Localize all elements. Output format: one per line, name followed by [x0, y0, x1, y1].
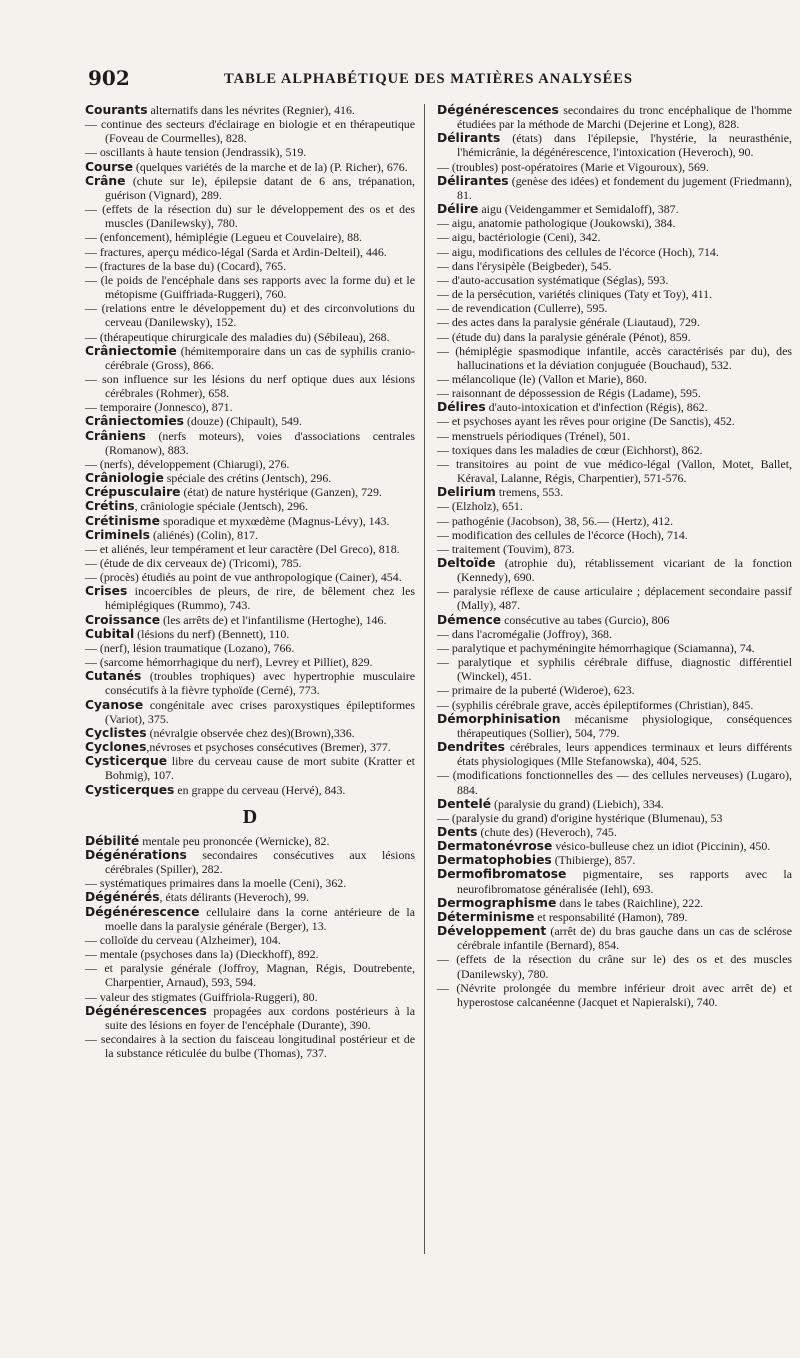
index-entry — [85, 259, 415, 273]
entry-text: (les arrêts de) et l'infantilisme (Hertoghe), 146. — [160, 612, 387, 627]
entry-text: — secondaires à la section du faisceau longitudinal postérieur et de la substance réticulée du bulbe (Thomas), 737. — [85, 1032, 415, 1061]
index-entry — [437, 429, 792, 443]
page-number: 902 — [88, 66, 130, 90]
entry-text: mécanisme physiologique, conséquences thérapeutiques (Sollier), 504, 779. — [457, 711, 792, 740]
index-entry — [437, 273, 792, 287]
entry-keyword: Croissance — [85, 612, 161, 627]
entry-text: — pathogénie (Jacobson), 38, 56.— (Hertz), 412. — [437, 513, 674, 528]
index-entry — [437, 443, 792, 457]
index-entry — [437, 400, 792, 414]
index-entry — [85, 669, 415, 697]
entry-text: — (thérapeutique chirurgicale des maladies du) (Sébileau), 268. — [85, 329, 390, 344]
index-entry — [437, 542, 792, 556]
index-entry — [85, 698, 415, 726]
index-entry — [437, 641, 792, 655]
entry-text: — primaire de la puberté (Wideroe), 623. — [437, 683, 635, 698]
index-entry — [437, 740, 792, 768]
entry-keyword: Dentelé — [437, 796, 492, 811]
index-entry — [437, 202, 792, 216]
entry-text: en grappe du cerveau (Hervé), 843. — [174, 782, 346, 797]
index-entry — [85, 1004, 415, 1032]
entry-text: — (nerfs), développement (Chiarugi), 276. — [85, 456, 290, 471]
entry-text: (troubles trophiques) avec hypertrophie musculaire consécutifs à la fièvre typhoïde (Cerné), 773. — [105, 669, 415, 698]
index-entry — [85, 471, 415, 485]
entry-text: cérébrales, leurs appendices terminaux et leurs différents états physiologiques (Mlle Stefanowska), 404, 525. — [457, 740, 792, 769]
entry-keyword: Crâniologie — [85, 471, 164, 486]
index-entry — [85, 103, 415, 117]
entry-keyword: Cyanose — [85, 697, 144, 712]
entry-keyword: Delirium — [437, 485, 496, 500]
index-entry — [85, 740, 415, 754]
right-column — [437, 103, 792, 1009]
index-entry — [85, 641, 415, 655]
entry-text: — (hémiplégie spasmodique infantile, accès caractérisés par du), des hallucinations et la déviation conjuguée (Bouchaud), 532. — [437, 343, 792, 372]
entry-text: sporadique et myxœdème (Magnus-Lévy), 143. — [159, 513, 390, 528]
entry-text: — (enfoncement), hémiplégie (Legueu et Couvelaire), 88. — [85, 230, 363, 245]
entry-keyword: Crétins — [85, 499, 135, 514]
index-entry — [437, 245, 792, 259]
entry-text: — (paralysie du grand) d'origine hystérique (Blumenau), 53 — [437, 810, 723, 825]
entry-text: ,névroses et psychoses consécutives (Bremer), 377. — [146, 740, 391, 755]
index-entry — [85, 414, 415, 428]
index-entry — [437, 514, 792, 528]
entry-text: (Thibierge), 857. — [551, 853, 636, 868]
index-entry — [85, 301, 415, 329]
index-entry — [85, 542, 415, 556]
entry-text: — (le poids de l'encéphale dans ses rapports avec la forme du) et le métopisme (Guiffriada-Ruggeri), 760. — [85, 272, 415, 302]
index-entry — [85, 273, 415, 301]
index-entry — [85, 400, 415, 414]
index-entry — [85, 613, 415, 627]
entry-text: — (effets de la résection du crâne sur le) des os et des muscles (Danilewsky), 780. — [437, 952, 792, 981]
entry-keyword: Cysticerques — [85, 782, 175, 797]
entry-text: (lésions du nerf) (Bennett), 110. — [134, 626, 290, 641]
index-entry — [85, 876, 415, 890]
entry-text: — (Névrite prolongée du membre inférieur droit avec arrêt de) et hyperostose calcanéenne (Jacquet et Napieralski), 740. — [437, 980, 792, 1009]
entry-text: — colloïde du cerveau (Alzheimer), 104. — [85, 932, 281, 947]
entry-text: — (sarcome hémorrhagique du nerf), Levrey et Pilliet), 829. — [85, 655, 373, 670]
page-header — [88, 66, 800, 94]
entry-keyword: Dégénérescence — [85, 904, 200, 919]
entry-text: — (effets de la résection du) sur le développement des os et des muscles (Danilewsky), 780. — [85, 202, 415, 231]
entry-text: — dans l'érysipèle (Beigbeder), 545. — [437, 258, 612, 273]
entry-text: — valeur des stigmates (Guiffriola-Ruggeri), 80. — [85, 989, 318, 1004]
entry-text: — (modifications fonctionnelles des — des cellules nerveuses) (Lugaro), 884. — [437, 768, 792, 797]
entry-text: (chute des) (Heveroch), 745. — [477, 824, 617, 839]
entry-text: dans le tabes (Raichline), 222. — [556, 895, 704, 910]
entry-keyword: Déterminisme — [437, 909, 535, 924]
index-entries-right — [437, 103, 792, 1009]
entry-text: — continue des secteurs d'éclairage en biologie et en thérapeutique (Foveau de Courmelles), 828. — [85, 117, 415, 146]
entry-text: — aigu, anatomie pathologique (Joukowski), 384. — [437, 216, 676, 231]
index-entry — [85, 947, 415, 961]
entry-text: — raisonnant de dépossession de Régis (Ladame), 595. — [437, 386, 701, 401]
entry-text: — (fractures de la base du) (Cocard), 765. — [85, 258, 287, 273]
entry-text: vésico-bulleuse chez un idiot (Piccinin), 450. — [552, 839, 771, 854]
index-entry — [85, 245, 415, 259]
entry-keyword: Démence — [437, 612, 502, 627]
index-entry — [437, 301, 792, 315]
entry-text: — (relations entre le développement du) et des circonvolutions du cerveau (Danilewsky), 152. — [85, 301, 415, 330]
entry-text: — et aliénés, leur tempérament et leur caractère (Del Greco), 818. — [85, 541, 400, 556]
entry-keyword: Cubital — [85, 626, 135, 641]
entry-text: propagées aux cordons postérieurs à la suite des lésions en foyer de l'encéphale (Durante), 390. — [105, 1003, 415, 1032]
entry-keyword: Débilité — [85, 833, 140, 848]
entry-text: (hémitemporaire dans un cas de syphilis cranio-cérébrale (Gross), 866. — [105, 343, 415, 372]
entry-text: (états) dans l'épilepsie, l'hystérie, la neurasthénie, l'hémicrânie, la dégénérescence, l'intoxication (Heveroch), 90. — [457, 131, 792, 160]
entry-keyword: Dégénérés — [85, 890, 160, 905]
index-entry — [85, 330, 415, 344]
index-entry — [437, 683, 792, 697]
index-entry — [437, 825, 792, 839]
index-entry — [437, 797, 792, 811]
entry-text: spéciale des crétins (Jentsch), 296. — [163, 471, 332, 486]
index-entry — [85, 499, 415, 513]
entry-text: alternatifs dans les névrites (Regnier), 416. — [147, 103, 355, 117]
entry-keyword: Cyclistes — [85, 725, 147, 740]
entry-text: — aigu, bactériologie (Ceni), 342. — [437, 230, 601, 245]
entry-keyword: Crétinisme — [85, 513, 160, 528]
entry-text: , états délirants (Heveroch), 99. — [159, 890, 310, 905]
entry-text: cellulaire dans la corne antérieure de la moelle dans la paralysie générale (Berger), 13. — [105, 904, 415, 933]
entry-text: — oscillants à haute tension (Jendrassik), 519. — [85, 145, 307, 160]
entry-text: — paralytique et syphilis cérébrale diffuse, diagnostic différentiel (Winckel), 451. — [437, 655, 792, 684]
entry-keyword: Dégénérescences — [437, 103, 559, 117]
entry-text: — (procès) étudiés au point de vue anthropologique (Cainer), 454. — [85, 570, 402, 585]
index-entry — [437, 528, 792, 542]
entry-keyword: Course — [85, 159, 133, 174]
index-entry — [437, 839, 792, 853]
entry-keyword: Dermatonévrose — [437, 839, 553, 854]
index-entry — [437, 230, 792, 244]
index-entry — [437, 499, 792, 513]
index-entry — [85, 754, 415, 782]
entry-keyword: Crépusculaire — [85, 485, 181, 500]
entry-text: secondaires du tronc encéphalique de l'homme étudiées par la méthode de Marchi (Dejerine et Long), 828. — [457, 103, 792, 132]
entry-keyword: Crâniectomie — [85, 343, 177, 358]
index-entry — [437, 414, 792, 428]
index-entry — [437, 131, 792, 159]
entry-text: (quelques variétés de la marche et de la) (P. Richer), 676. — [132, 159, 408, 174]
index-entry — [85, 372, 415, 400]
index-entry — [437, 712, 792, 740]
entry-text: — temporaire (Jonnesco), 871. — [85, 400, 233, 415]
entry-text: (nerfs moteurs), voies d'associations centrales (Romanow), 883. — [105, 428, 415, 457]
index-entry — [85, 528, 415, 542]
entry-text: (atrophie du), rétablissement vicariant de la fonction (Kennedy), 690. — [457, 556, 792, 585]
entry-text: — dans l'acromégalie (Joffroy), 368. — [437, 626, 612, 641]
entry-keyword: Dermographisme — [437, 895, 557, 910]
index-entry — [85, 933, 415, 947]
entry-text: — des actes dans la paralysie générale (Liautaud), 729. — [437, 315, 700, 330]
entry-text: (état) de nature hystérique (Ganzen), 729. — [180, 485, 382, 500]
index-entry — [85, 160, 415, 174]
index-entry — [437, 344, 792, 372]
entry-keyword: Délires — [437, 400, 486, 415]
index-entry — [85, 1032, 415, 1060]
index-entry — [437, 867, 792, 895]
index-entry — [437, 910, 792, 924]
index-entry — [437, 627, 792, 641]
entry-keyword: Cyclones — [85, 740, 147, 755]
entry-text: — (nerf), lésion traumatique (Lozano), 766. — [85, 640, 295, 655]
entry-keyword: Criminels — [85, 527, 150, 542]
entry-text: (chute sur le), épilepsie datant de 6 ans, trépanation, guérison (Vignard), 289. — [105, 173, 415, 202]
index-entry — [437, 655, 792, 683]
index-entry — [85, 514, 415, 528]
entry-text: — (étude de dix cerveaux de) (Tricomi), 785. — [85, 556, 302, 570]
entry-keyword: Délirantes — [437, 173, 509, 188]
entry-keyword: Dégénérations — [85, 847, 187, 862]
index-entry — [437, 372, 792, 386]
entry-text: (névralgie observée chez des)(Brown),336. — [146, 725, 355, 740]
index-entry — [85, 556, 415, 570]
entry-text: pigmentaire, ses rapports avec la neurofibromatose généralisée (Iehl), 693. — [457, 867, 792, 896]
index-entry — [85, 655, 415, 669]
entry-text: aigu (Veidengammer et Semidaloff), 387. — [478, 202, 679, 217]
entry-keyword: Développement — [437, 924, 547, 939]
entry-text: — menstruels périodiques (Trénel), 501. — [437, 428, 631, 443]
entry-text: d'auto-intoxication et d'infection (Régis), 862. — [485, 400, 708, 415]
index-entry — [85, 834, 415, 848]
entry-text: — (Elzholz), 651. — [437, 499, 523, 514]
index-entry — [85, 230, 415, 244]
entry-text: — paralytique et pachyméningite hémorrhagique (Sciamanna), 74. — [437, 640, 755, 655]
column-divider — [424, 104, 425, 1254]
index-entry — [85, 202, 415, 230]
entry-keyword: Crâniectomies — [85, 414, 184, 429]
index-entry — [437, 952, 792, 980]
index-entry — [437, 896, 792, 910]
index-entry — [85, 570, 415, 584]
index-entry — [85, 726, 415, 740]
left-column — [85, 103, 415, 1060]
entry-keyword: Délirants — [437, 131, 501, 146]
entry-text: incoercibles de pleurs, de rire, de bêlement chez les hémiplégiques (Rummo), 743. — [105, 584, 415, 613]
entry-text: (arrêt de) du bras gauche dans un cas de sclérose cérébrale infantile (Bernard), 854. — [457, 924, 792, 953]
entry-text: — son influence sur les lésions du nerf optique dues aux lésions cérébrales (Rohmer), 658. — [85, 371, 415, 401]
entry-text: (aliénés) (Colin), 817. — [149, 527, 258, 542]
section-letter: D — [242, 805, 258, 828]
entry-text: — (étude du) dans la paralysie générale (Pénot), 859. — [437, 329, 691, 344]
entry-keyword: Courants — [85, 103, 148, 117]
index-entry — [85, 344, 415, 372]
entry-keyword: Deltoïde — [437, 556, 496, 570]
entry-text: — de revendication (Cullerre), 595. — [437, 301, 608, 316]
entry-text: — aigu, modifications des cellules de l'écorce (Hoch), 714. — [437, 244, 719, 259]
index-entry — [85, 117, 415, 145]
entry-keyword: Crâne — [85, 173, 126, 188]
index-entry — [85, 890, 415, 904]
index-entry — [85, 905, 415, 933]
index-entry — [437, 698, 792, 712]
index-entries-c — [85, 103, 415, 797]
entry-text: — et psychoses ayant les rêves pour origine (De Sanctis), 452. — [437, 414, 735, 429]
index-entries-d — [85, 834, 415, 1061]
entry-text: — de la persécution, variétés cliniques (Taty et Toy), 411. — [437, 287, 713, 302]
entry-text: — transitoires au point de vue médico-légal (Vallon, Motet, Ballet, Kéraval, Lalanne, Régis, Charpentier), 571-576. — [437, 456, 792, 486]
index-entry — [437, 613, 792, 627]
index-entry — [437, 981, 792, 1009]
entry-text: , crâniologie spéciale (Jentsch), 296. — [134, 499, 308, 514]
entry-keyword: Dermatophobies — [437, 853, 552, 868]
entry-text: — mélancolique (le) (Vallon et Marie), 860. — [437, 371, 647, 386]
index-entry — [437, 386, 792, 400]
entry-keyword: Cutanés — [85, 669, 142, 684]
index-entry — [85, 990, 415, 1004]
entry-text: — toxiques dans les maladies de cœur (Eichhorst), 862. — [437, 442, 703, 457]
entry-text: — fractures, aperçu médico-légal (Sarda et Ardin-Delteil), 446. — [85, 244, 387, 259]
entry-text: — mentale (psychoses dans la) (Dieckhoff), 892. — [85, 947, 319, 962]
entry-text: secondaires consécutives aux lésions cérébrales (Spiller), 282. — [105, 847, 415, 877]
entry-keyword: Dégénérescences — [85, 1003, 207, 1018]
entry-keyword: Délire — [437, 202, 479, 217]
entry-text: — modification des cellules de l'écorce (Hoch), 714. — [437, 527, 688, 542]
index-entry — [437, 216, 792, 230]
index-entry — [437, 160, 792, 174]
index-entry — [437, 556, 792, 584]
entry-keyword: Crâniens — [85, 428, 146, 443]
entry-text: — (syphilis cérébrale grave, accès épileptiformes (Christian), 845. — [437, 697, 754, 712]
index-entry — [85, 783, 415, 797]
entry-text: — (troubles) post-opératoires (Marie et Vigouroux), 569. — [437, 159, 709, 174]
index-entry — [85, 848, 415, 876]
entry-keyword: Dents — [437, 824, 478, 839]
entry-text: (douze) (Chipault), 549. — [184, 414, 302, 429]
entry-text: — traitement (Touvim), 873. — [437, 541, 575, 556]
index-entry — [437, 457, 792, 485]
entry-text: consécutive au tabes (Gurcio), 806 — [501, 612, 670, 627]
running-title: TABLE ALPHABÉTIQUE DES MATIÈRES ANALYSÉES — [224, 71, 633, 87]
entry-text: (paralysie du grand) (Liebich), 334. — [491, 796, 664, 811]
index-entry — [437, 174, 792, 202]
index-entry — [437, 768, 792, 796]
index-entry — [85, 627, 415, 641]
index-entry — [437, 259, 792, 273]
entry-text: libre du cerveau cause de mort subite (Kratter et Bohmig), 107. — [105, 754, 415, 783]
index-entry — [437, 924, 792, 952]
entry-text: (genèse des idées) et fondement du jugement (Friedmann), 81. — [457, 173, 792, 202]
entry-text: tremens, 553. — [495, 485, 564, 500]
index-entry — [85, 429, 415, 457]
entry-keyword: Cysticerque — [85, 754, 168, 769]
entry-text: — paralysie réflexe de cause articulaire ; déplacement secondaire passif (Mally), 487. — [437, 584, 792, 613]
index-entry — [437, 287, 792, 301]
entry-text: mentale peu prononcée (Wernicke), 82. — [139, 833, 330, 848]
entry-keyword: Démorphinisation — [437, 711, 561, 726]
index-entry — [437, 103, 792, 131]
index-entry — [85, 145, 415, 159]
entry-keyword: Dermofibromatose — [437, 867, 567, 882]
index-entry — [437, 330, 792, 344]
entry-keyword: Crises — [85, 584, 128, 599]
index-entry — [437, 315, 792, 329]
index-entry — [437, 584, 792, 612]
index-entry — [85, 485, 415, 499]
entry-text: — systématiques primaires dans la moelle (Ceni), 362. — [85, 876, 347, 891]
entry-keyword: Dendrites — [437, 740, 505, 755]
index-entry — [437, 485, 792, 499]
index-entry — [437, 811, 792, 825]
entry-text: congénitale avec crises paroxystiques épileptiformes (Variot), 375. — [105, 697, 415, 726]
entry-text: — et paralysie générale (Joffroy, Magnan, Régis, Doutrebente, Charpentier, Arnaud), 593, 594. — [85, 961, 415, 990]
index-entry — [437, 853, 792, 867]
index-entry — [85, 457, 415, 471]
entry-text: — d'auto-accusation systématique (Séglas), 593. — [437, 272, 669, 287]
index-entry — [85, 174, 415, 202]
index-entry — [85, 584, 415, 612]
entry-text: et responsabilité (Hamon), 789. — [534, 909, 688, 924]
index-entry — [85, 961, 415, 989]
